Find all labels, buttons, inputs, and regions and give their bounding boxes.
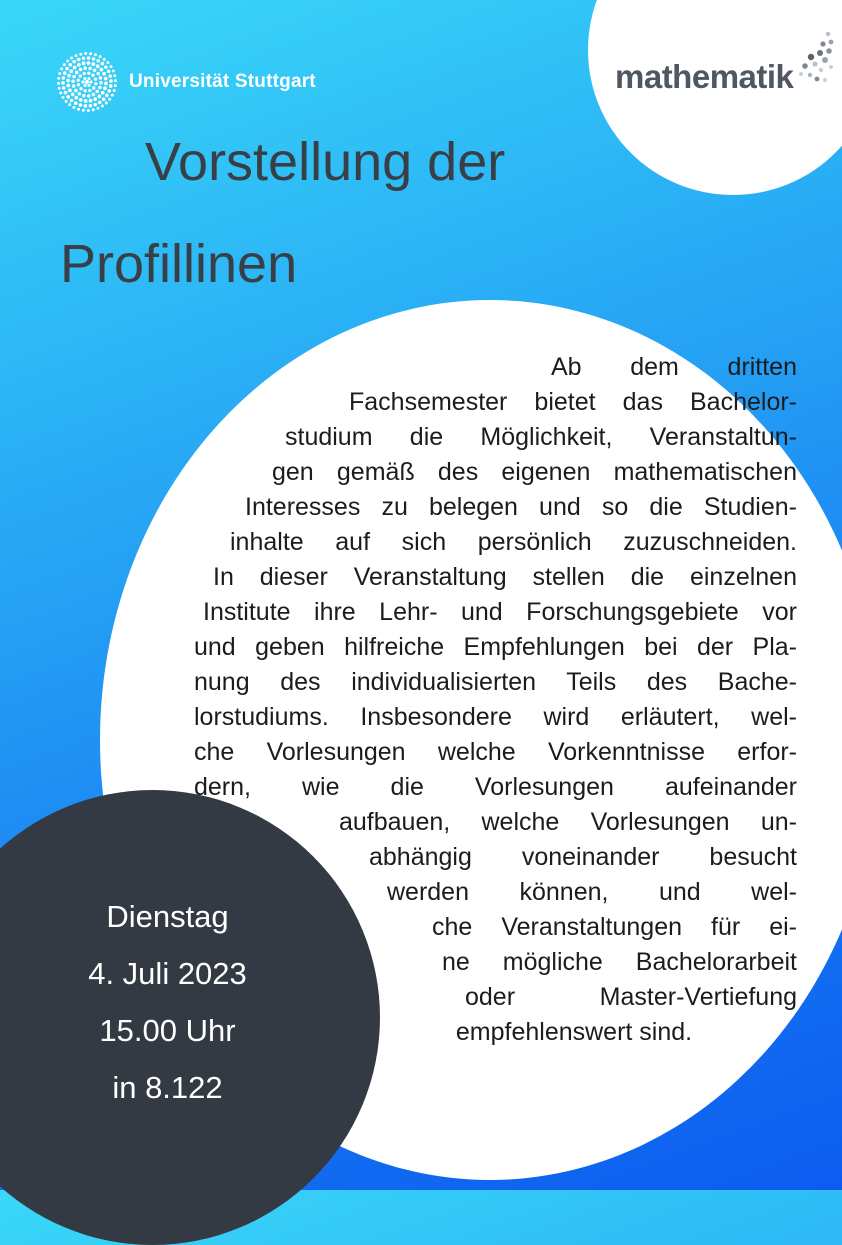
- description-line: lorstudiums. Insbesondere wird erläutert, wel-: [194, 703, 797, 731]
- description-line: Fachsemester bietet das Bachelor-: [349, 388, 797, 416]
- description-line: ne mögliche Bachelorarbeit: [442, 948, 797, 976]
- description-line: nung des individualisierten Teils des Bache-: [194, 668, 797, 696]
- dot-cluster-icon: [765, 30, 835, 90]
- description-line: aufbauen, welche Vorlesungen un-: [339, 808, 797, 836]
- description-line: abhängig voneinander besucht: [369, 843, 797, 871]
- university-name: Universität Stuttgart: [129, 71, 316, 92]
- page-title-line-1: Vorstellung der: [145, 132, 506, 192]
- event-room: in 8.122: [112, 1070, 223, 1105]
- page-title-line-2: Profillinen: [60, 234, 298, 294]
- university-logo: [55, 50, 316, 114]
- event-time: 15.00 Uhr: [99, 1013, 236, 1048]
- description-line: che Vorlesungen welche Vorkenntnisse erfor-: [194, 738, 797, 766]
- description-line: Interesses zu belegen und so die Studien-: [245, 493, 797, 521]
- description-line: studium die Möglichkeit, Veranstaltun-: [285, 423, 797, 451]
- description-line: werden können, und wel-: [387, 878, 797, 906]
- event-details: [60, 888, 275, 1116]
- event-date: 4. Juli 2023: [88, 956, 247, 991]
- description-line: In dieser Veranstaltung stellen die einzelnen: [213, 563, 797, 591]
- description-line: gen gemäß des eigenen mathematischen: [272, 458, 797, 486]
- university-logo-icon: [55, 50, 119, 114]
- department-logo-text: mathematik: [615, 58, 794, 95]
- event-day: Dienstag: [106, 899, 229, 934]
- description-line: Institute ihre Lehr- und Forschungsgebiete vor: [203, 598, 797, 626]
- description-line: dern, wie die Vorlesungen aufeinander: [194, 773, 797, 801]
- description-line: che Veranstaltungen für ei-: [432, 913, 797, 941]
- description-line: empfehlenswert sind.: [455, 1018, 693, 1046]
- description-line: Ab dem dritten: [551, 353, 797, 381]
- description-line: oder Master-Vertiefung: [465, 983, 797, 1011]
- description-line: und geben hilfreiche Empfehlungen bei der Pla-: [194, 633, 797, 661]
- description-line: inhalte auf sich persönlich zuzuschneiden.: [230, 528, 797, 556]
- mathematik-logo: [615, 30, 835, 100]
